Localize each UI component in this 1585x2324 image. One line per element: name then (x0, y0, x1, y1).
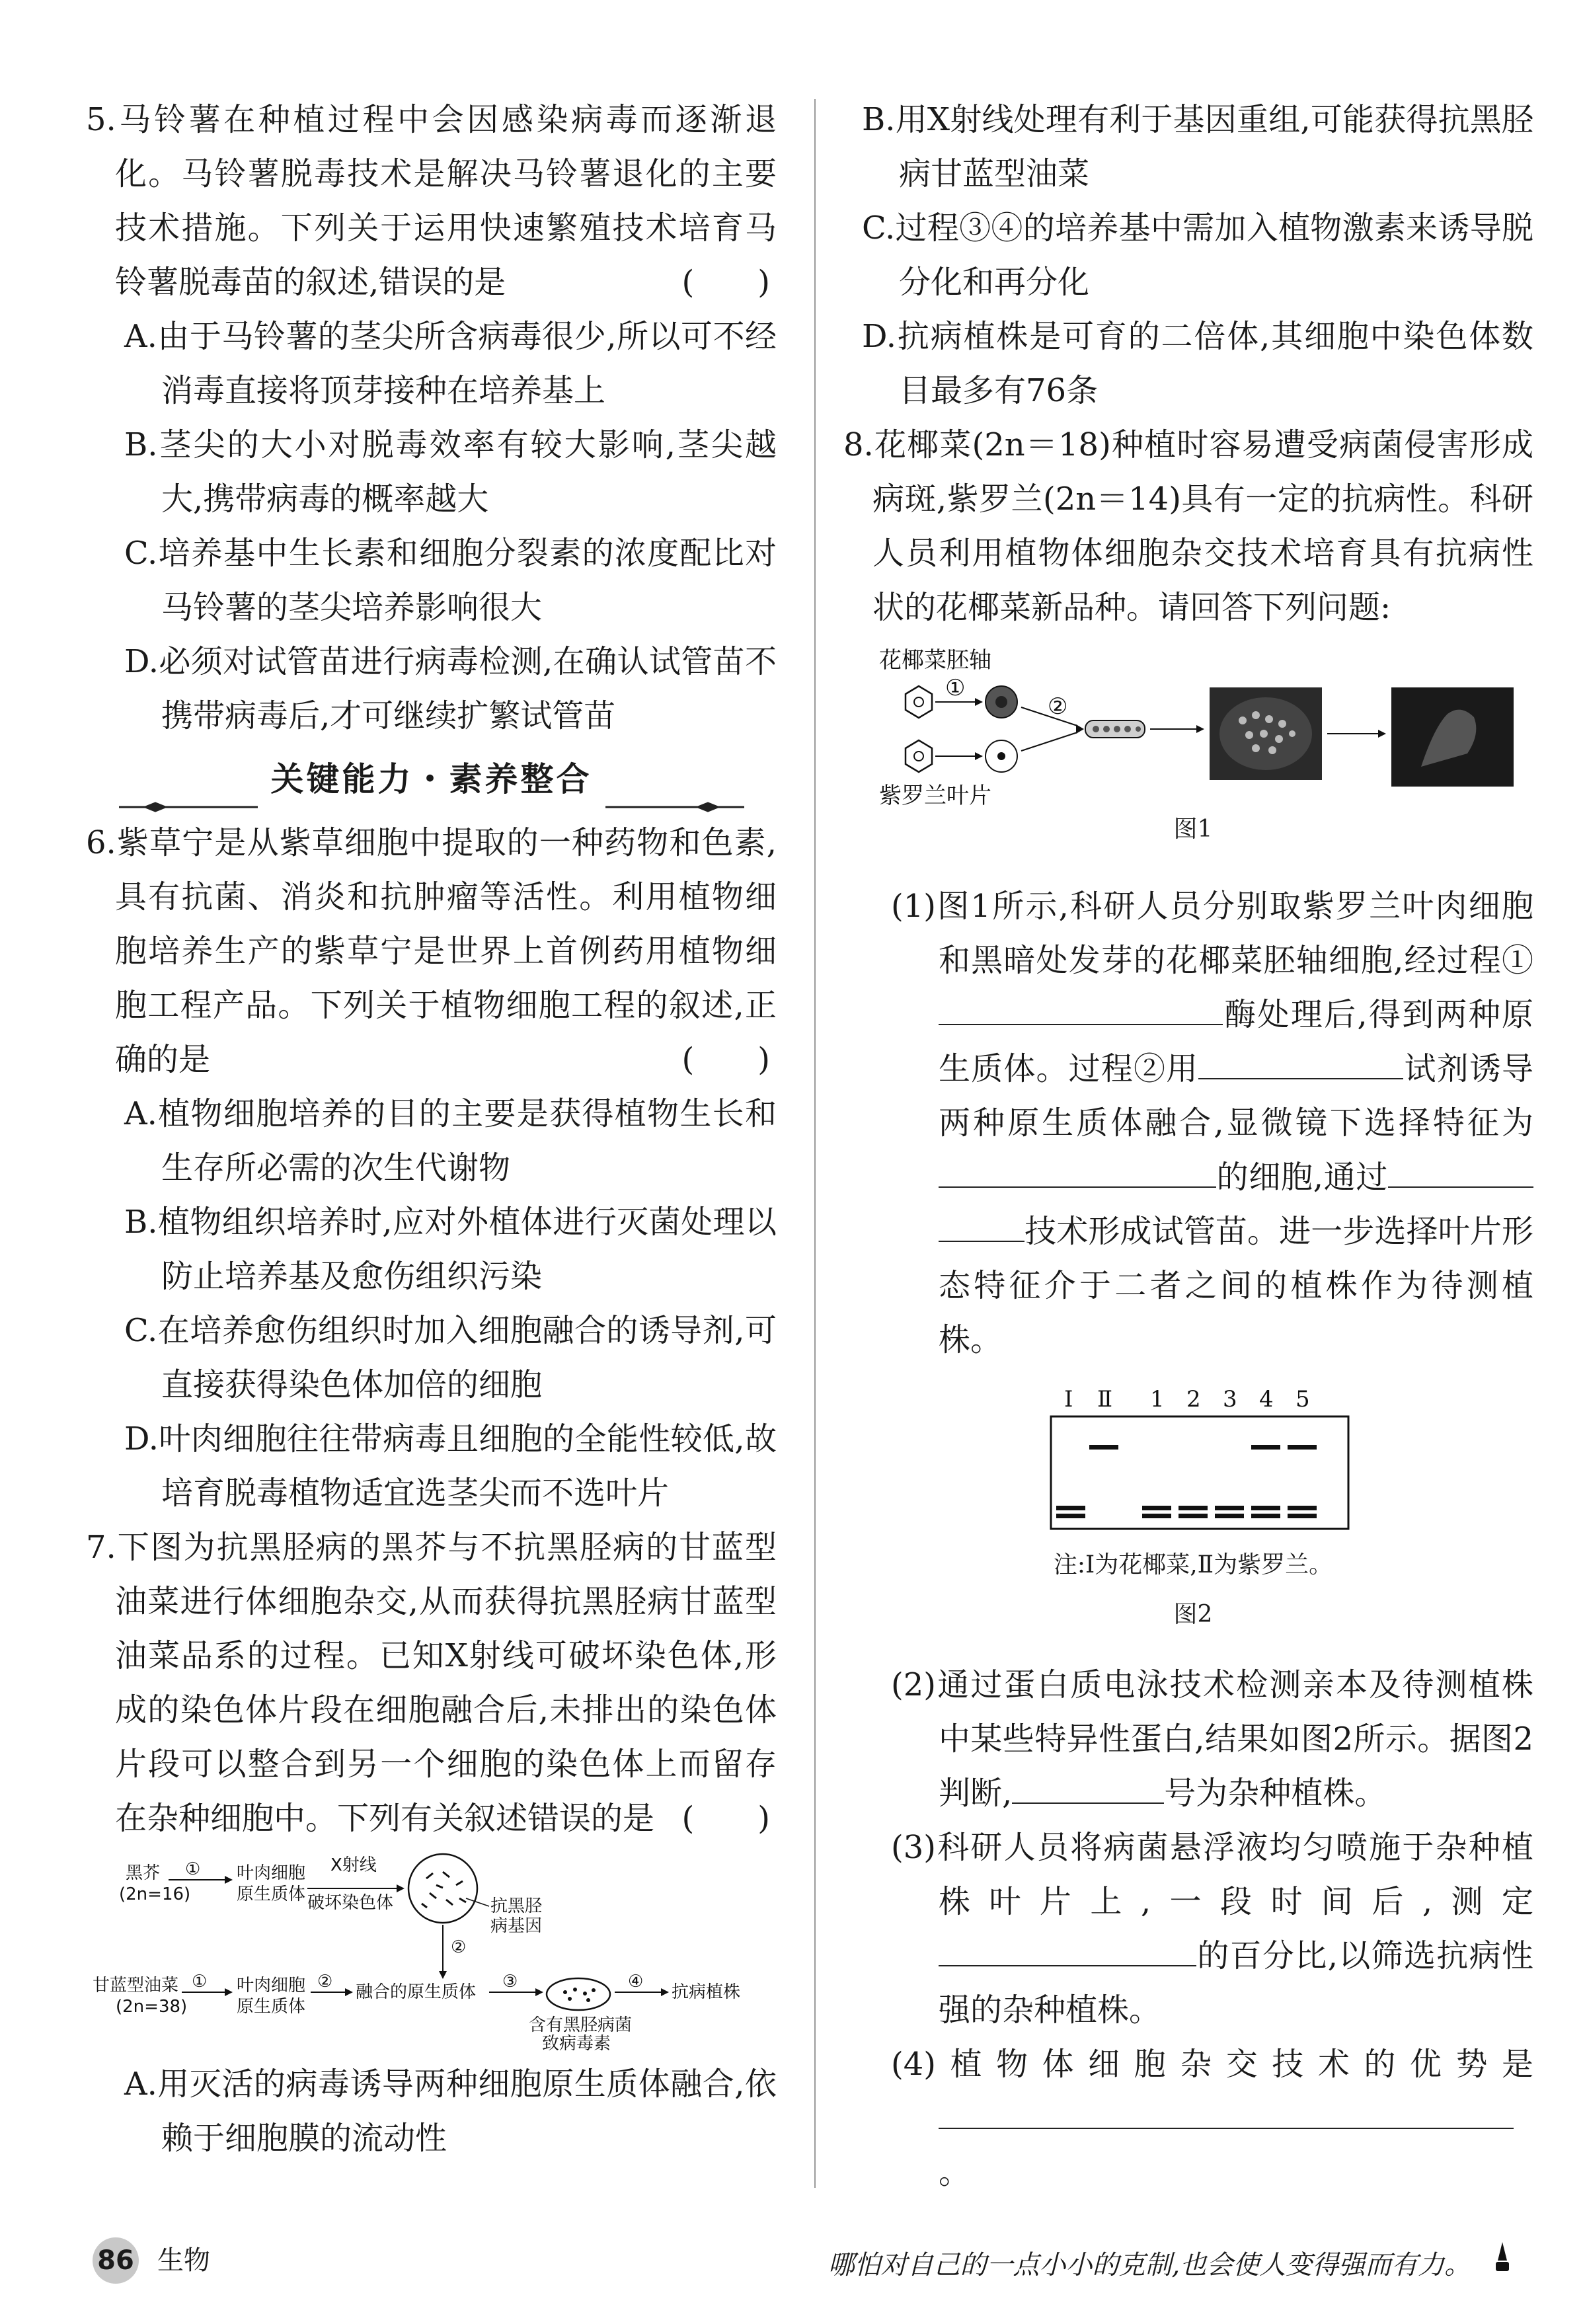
q7-option-a[interactable]: A.用灭活的病毒诱导两种细胞原生质体融合,依赖于细胞膜的流动性 (124, 2066, 777, 2157)
q5-option-a[interactable]: A.由于马铃薯的茎尖所含病毒很少,所以可不经消毒直接将顶芽接种在培养基上 (124, 318, 777, 409)
lane-label: 4 (1259, 1386, 1274, 1413)
blank-technique-b[interactable] (939, 1214, 1024, 1242)
yuanzhi-label-1: 原生质体 (237, 1884, 306, 1904)
lane-label: 3 (1223, 1386, 1237, 1413)
gel-band (1288, 1514, 1317, 1518)
lane-label: Ⅱ (1097, 1386, 1113, 1413)
pen-icon (1492, 2241, 1512, 2280)
kang-label-2: 病基因 (490, 1916, 543, 1936)
gel-band (1056, 1514, 1085, 1518)
page-number: 86 (93, 2237, 139, 2284)
q7-stem: 7.下图为抗黑胫病的黑芥与不抗黑胫病的甘蓝型油菜进行体细胞杂交,从而获得抗黑胫病甘蓝型油菜品系的过程。已知X射线可破坏染色体,形成的染色体片段在细胞融合后,未排出的染色体片段可以整合到另一个细胞的染色体上而留存在杂种细胞中。下列有关叙述错误的是 ( ) (86, 1520, 777, 1845)
q6-option-d[interactable]: D.叶肉细胞往往带病毒且细胞的全能性较低,故培育脱毒植物适宜选茎尖而不选叶片 (124, 1420, 777, 1512)
kang-label-1: 抗黑胫 (490, 1896, 543, 1916)
heijie-n-label: (2n=16) (119, 1884, 191, 1904)
yuanzhi-label-2: 原生质体 (237, 1997, 306, 2017)
blank-technique-a[interactable] (1388, 1160, 1533, 1188)
q7-flow-diagram (86, 1852, 777, 2050)
section-title: 关键能力・素养整合 (270, 760, 592, 798)
step-3-label: ③ (502, 1972, 518, 1992)
question-8 (843, 418, 1533, 2200)
hexagon-cell-icon (906, 686, 932, 718)
step-2-label-a: ② (451, 1937, 467, 1957)
q5-stem: 5.马铃薯在种植过程中会因感染病毒而逐渐退化。马铃薯脱毒技术是解决马铃薯退化的主要技术措施。下列关于运用快速繁殖技术培育马铃薯脱毒苗的叙述,错误的是 ( ) (86, 93, 777, 309)
q6-stem: 6.紫草宁是从紫草细胞中提取的一种药物和色素,具有抗菌、消炎和抗肿瘤等活性。利用植物细胞培养生产的紫草宁是世界上首例药用植物细胞工程产品。下列关于植物细胞工程的叙述,正确的是 ( ) (86, 816, 777, 1087)
right-column (843, 93, 1533, 2200)
left-column (86, 93, 777, 2165)
q6-option-b[interactable]: B.植物组织培养时,应对外植体进行灭菌处理以防止培养基及愈伤组织污染 (124, 1204, 777, 1295)
ronghe-label: 融合的原生质体 (356, 1982, 477, 2002)
electrophoresis-gel (853, 1380, 1533, 1552)
lane-label: 5 (1295, 1386, 1310, 1413)
left-ornament-icon (119, 774, 258, 785)
step-1-label-b: ① (192, 1972, 208, 1992)
yerou-label-2: 叶肉细胞 (237, 1976, 306, 1995)
lane-label: 1 (1150, 1386, 1165, 1413)
answer-paren[interactable]: ( ) (681, 1800, 770, 1837)
lane-label: Ⅰ (1064, 1386, 1073, 1413)
gel-band (1089, 1445, 1118, 1450)
figure-2-caption: 图2 (1173, 1601, 1213, 1628)
figure-2-note: 注:Ⅰ为花椰菜,Ⅱ为紫罗兰。 (1053, 1551, 1333, 1578)
q8-sub2: (2)通过蛋白质电泳技术检测亲本及待测植株中某些特异性蛋白,结果如图2所示。据图2判断, 号为杂种植株。 (891, 1666, 1533, 1812)
step-2-label-b: ② (317, 1972, 333, 1992)
q5-option-d[interactable]: D.必须对试管苗进行病毒检测,在确认试管苗不携带病毒后,才可继续扩繁试管苗 (124, 643, 777, 734)
gel-frame (1051, 1416, 1348, 1529)
q6-option-a[interactable]: A.植物细胞培养的目的主要是获得植物生长和生存所必需的次生代谢物 (124, 1095, 777, 1186)
gel-band (1179, 1506, 1208, 1510)
step-4-label: ④ (628, 1972, 644, 1992)
step-1-label: ① (185, 1859, 201, 1879)
column-divider (814, 99, 816, 2188)
q8-sub4: (4)植物体细胞杂交技术的优势是。 (891, 2046, 1533, 2191)
gel-band (1056, 1506, 1085, 1510)
q7-option-b[interactable]: B.用X射线处理有利于基因重组,可能获得抗黑胫病甘蓝型油菜 (862, 101, 1533, 192)
question-7 (86, 1520, 777, 2165)
fig1-step-1: ① (945, 675, 966, 701)
gel-band (1142, 1514, 1171, 1518)
q6-option-c[interactable]: C.在培养愈伤组织时加入细胞融合的诱导剂,可直接获得染色体加倍的细胞 (124, 1312, 777, 1403)
hexagon-cell-icon-2 (906, 740, 932, 772)
figure-1 (853, 641, 1533, 853)
q5-option-b[interactable]: B.茎尖的大小对脱毒效率有较大影响,茎尖越大,携带病毒的概率越大 (124, 426, 777, 518)
hanyou-label-1: 含有黑胫病菌 (529, 2015, 633, 2035)
pohuai-label: 破坏染色体 (307, 1893, 394, 1913)
ziluolan-label: 紫罗兰叶片 (879, 783, 991, 809)
question-5 (86, 93, 777, 743)
gel-band (1142, 1506, 1171, 1510)
yerou-label-1: 叶肉细胞 (237, 1863, 306, 1883)
gel-band (1251, 1514, 1280, 1518)
figure-2 (853, 1380, 1533, 1658)
gel-band (1179, 1514, 1208, 1518)
gel-band (1251, 1445, 1280, 1450)
xray-label: X射线 (330, 1855, 377, 1875)
cell-icon (408, 1854, 477, 1923)
gel-band (1215, 1514, 1244, 1518)
right-ornament-icon (605, 774, 744, 785)
hanyou-label-2: 致病毒素 (542, 2034, 611, 2050)
blank-reagent[interactable] (1198, 1052, 1403, 1079)
answer-paren[interactable]: ( ) (681, 264, 770, 301)
petri-dish-icon (547, 1978, 610, 2010)
gel-band (1288, 1445, 1317, 1450)
section-heading (86, 743, 777, 816)
q8-stem: 8.花椰菜(2n＝18)种植时容易遭受病菌侵害形成病斑,紫罗兰(2n＝14)具有一定的抗病性。科研人员利用植物体细胞杂交技术培育具有抗病性状的花椰菜新品种。请回答下列问题: (843, 426, 1533, 626)
blank-feature[interactable] (939, 1160, 1216, 1188)
footer-motto: 哪怕对自己的一点小小的克制,也会使人变得强而有力。 (828, 2241, 1512, 2282)
gel-band (1288, 1506, 1317, 1510)
blank-hybrid-number[interactable] (1012, 1776, 1164, 1804)
blank-measure[interactable] (939, 1939, 1196, 1966)
q8-sub3: (3)科研人员将病菌悬浮液均匀喷施于杂种植株叶片上,一段时间后,测定的百分比,以筛选抗病性强的杂种植株。 (891, 1829, 1533, 2029)
q8-sub1: (1)图1所示,科研人员分别取紫罗兰叶肉细胞和黑暗处发芽的花椰菜胚轴细胞,经过程①酶处理后,得到两种原生质体。过程②用 试剂诱导两种原生质体融合,显微镜下选择特征为的细胞,通过技术形成试管苗。进一步选择叶片形态特征介于二者之间的植株作为待测植株。 (891, 888, 1533, 1358)
lane-label: 2 (1186, 1386, 1201, 1413)
heijie-label: 黑芥 (126, 1863, 161, 1883)
footer-left (93, 2237, 210, 2284)
question-6 (86, 816, 777, 1520)
q7-option-c[interactable]: C.过程③④的培养基中需加入植物激素来诱导脱分化和再分化 (862, 210, 1533, 301)
q5-option-c[interactable]: C.培养基中生长素和细胞分裂素的浓度配比对马铃薯的茎尖培养影响很大 (124, 535, 777, 626)
ganlan-label: 甘蓝型油菜 (93, 1976, 179, 1995)
q7-option-d[interactable]: D.抗病植株是可育的二倍体,其细胞中染色体数目最多有76条 (862, 318, 1533, 409)
answer-paren[interactable]: ( ) (681, 1041, 770, 1078)
figure-1-caption: 图1 (1173, 816, 1213, 843)
gel-band (1215, 1506, 1244, 1510)
kangbing-label: 抗病植株 (672, 1982, 741, 2002)
huayecai-label: 花椰菜胚轴 (879, 647, 991, 674)
blank-advantage-b[interactable] (1130, 2101, 1514, 2129)
fig1-step-2: ② (1048, 693, 1068, 720)
blank-enzyme[interactable] (939, 997, 1223, 1025)
subject-label: 生物 (157, 2245, 210, 2276)
blank-advantage-a[interactable] (939, 2101, 1130, 2129)
gel-band (1251, 1506, 1280, 1510)
ganlan-n-label: (2n=38) (116, 1997, 188, 2017)
